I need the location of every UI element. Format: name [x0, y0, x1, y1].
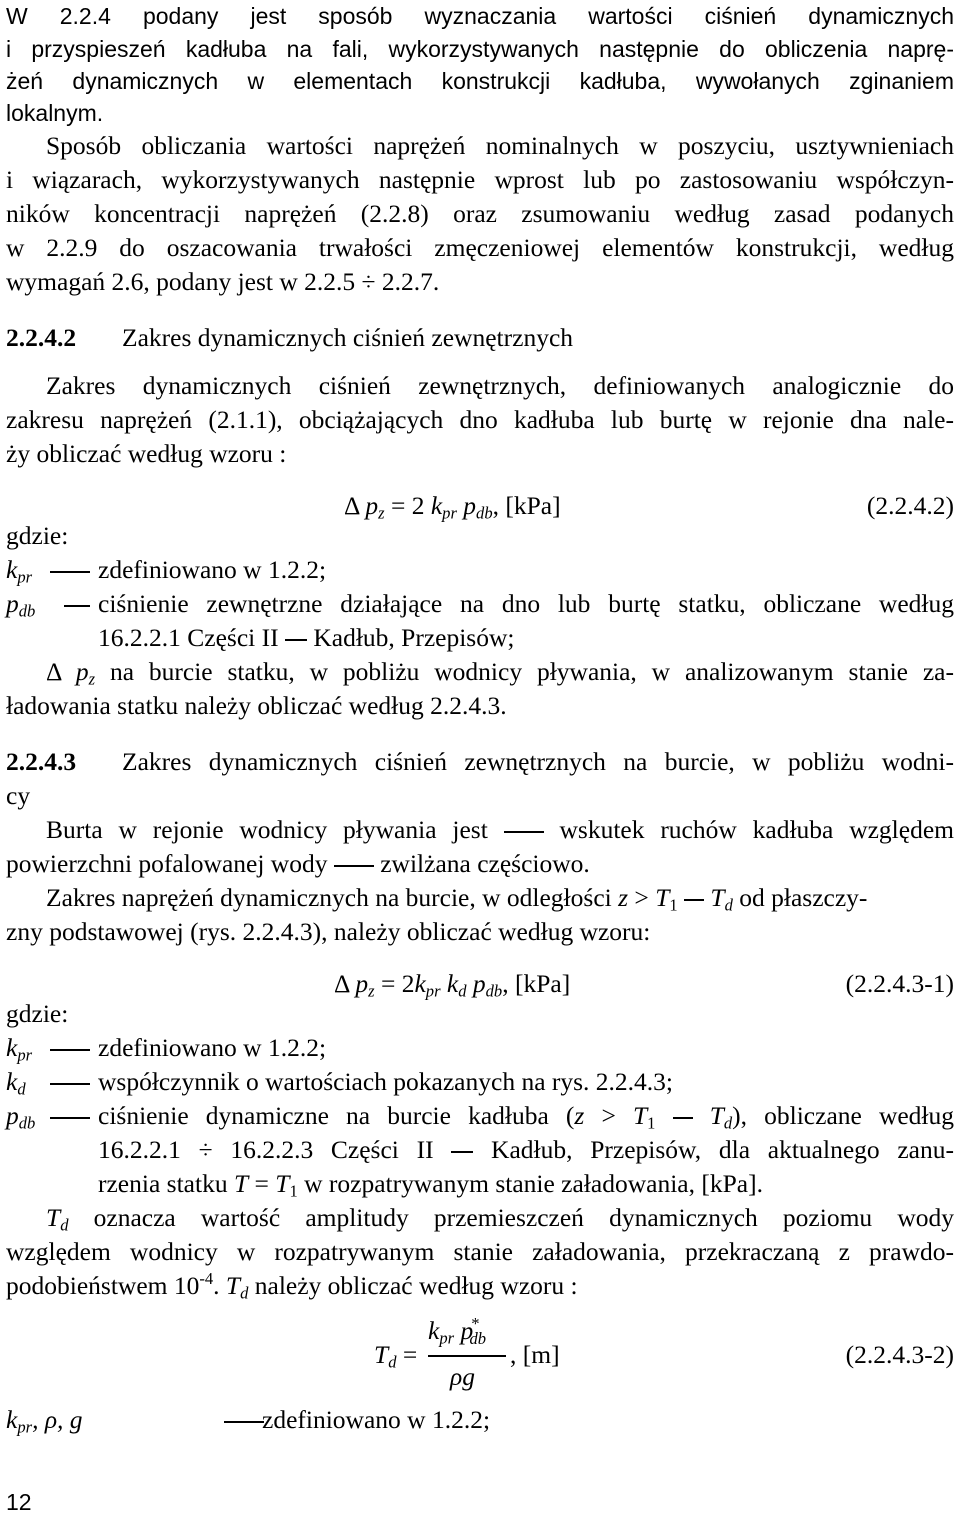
intro-line-4: lokalnym.	[6, 100, 104, 126]
definition-pdb-2-text-1: ciśnienie dynamiczne na burcie kadłuba ($z > T_1$ $T_d$), obliczane według	[98, 1101, 955, 1133]
s242-line-1: Zakres dynamicznych ciśnień zewnętrznych, definiowanych analogicznie do	[46, 371, 954, 400]
equation-body: Δ $p_z = 2$ $k_{pr}$ $p_{db}$, [kPa]	[344, 491, 561, 523]
definition-pdb-text-1: ciśnienie zewnętrzne działające na dno lub burtę statku, obliczane według	[98, 589, 954, 618]
s242-line-2: zakresu naprężeń (2.1.1), obciążających dno kadłuba lub burtę w rejonie dna nale-	[6, 405, 954, 434]
section-2243-heading: 2.2.4.3	[6, 747, 77, 776]
section-title: Zakres dynamicznych ciśnień zewnętrznych	[122, 323, 574, 352]
page-number: 12	[6, 1489, 32, 1515]
p2-line-2: i wiązarach, wykorzystywanych następnie wprost lub po zastosowaniu współczyn-	[6, 165, 954, 194]
equation-lhs: $T_d$ =	[374, 1340, 418, 1372]
gdzie-label-2: gdzie:	[6, 999, 69, 1028]
section-2243-title-1: Zakres dynamicznych ciśnień zewnętrznych na burcie, w pobliżu wodni-	[122, 747, 954, 776]
p2-line-5: wymagań 2.6, podany jest w 2.2.5 ÷ 2.2.7.	[6, 267, 440, 296]
p2-line-4: w 2.2.9 do oszacowania trwałości zmęczeniowej elementów konstrukcji, według	[6, 233, 954, 262]
definition-kpr-2: $k_{pr}$ zdefiniowano w 1.2.2;	[6, 1033, 327, 1065]
intro-line-2: i przyspieszeń kadłuba na fali, wykorzystywanych następnie do obliczenia naprę-	[6, 36, 954, 62]
equation-2242	[0, 488, 960, 524]
definition-pdb-2-text-3: rzenia statku $T = T_1$ w rozpatrywanym stanie załadowania, [kPa].	[98, 1169, 763, 1201]
fraction-denominator: ρg	[450, 1362, 475, 1391]
td-line-1: $T_d$ oznacza wartość amplitudy przemieszczeń dynamicznych poziomu wody	[46, 1203, 954, 1235]
s243-z-line-1: Zakres naprężeń dynamicznych na burcie, w odległości $z > T_1$ $T_d$ od płaszczy-	[46, 883, 868, 915]
dash	[64, 605, 90, 607]
definition-pdb-2: $p_{db}$	[6, 1100, 954, 1132]
equation-2243-1	[0, 966, 960, 1002]
equation-body: Δ $p_z = 2k_{pr}$ $k_d$ $p_{db}$, [kPa]	[334, 969, 571, 1001]
note-line-1: Δ $p_z$ na burcie statku, w pobliżu wodnicy pływania, w analizowanym stanie za-	[46, 657, 954, 689]
section-2243-title-2: cy	[6, 781, 31, 810]
section-2242-heading	[6, 322, 954, 354]
equation-unit: , [m]	[510, 1340, 560, 1369]
s243-b-line-1: Burta w rejonie wodnicy pływania jest wskutek ruchów kadłuba względem	[46, 815, 954, 844]
p2-line-3: ników koncentracji naprężeń (2.2.8) oraz zsumowaniu według zasad podanych	[6, 199, 954, 228]
gdzie-label: gdzie:	[6, 521, 69, 550]
dash	[50, 571, 90, 573]
s243-z-line-2: zny podstawowej (rys. 2.2.4.3), należy obliczać według wzoru:	[6, 917, 651, 946]
note-line-2: ładowania statku należy obliczać według 2.2.4.3.	[6, 691, 507, 720]
p2-line-1: Sposób obliczania wartości naprężeń nominalnych w poszyciu, usztywnieniach	[46, 131, 954, 160]
equation-2243-2	[0, 1310, 960, 1410]
intro-line-1: W 2.2.4 podany jest sposób wyznaczania wartości ciśnień dynamicznych	[6, 3, 954, 29]
definition-pdb-text-2: 16.2.2.1 Części II Kadłub, Przepisów;	[98, 623, 515, 652]
td-line-2: względem wodnicy w rozpatrywanym stanie załadowania, przekraczaną z prawdo-	[6, 1237, 954, 1266]
equation-label: (2.2.4.3-1)	[845, 969, 954, 998]
section-number: 2.2.4.2	[6, 323, 77, 352]
intro-line-3: żeń dynamicznych w elementach konstrukcji kadłuba, wywołanych zginaniem	[6, 68, 954, 94]
definition-kd: $k_d$ współczynnik o wartościach pokazanych na rys. 2.2.4.3;	[6, 1067, 674, 1099]
definition-pdb: $p_{db}$	[6, 588, 954, 620]
td-line-3: podobieństwem $10^{-4}$. $T_d$ należy obliczać według wzoru :	[6, 1269, 578, 1303]
fraction-numerator: $k_{pr}$ $p^*_{db}$	[428, 1314, 487, 1348]
s242-line-3: ży obliczać według wzoru :	[6, 439, 287, 468]
definition-kpr: $k_{pr}$ zdefiniowano w 1.2.2;	[6, 555, 327, 587]
equation-label: (2.2.4.3-2)	[845, 1340, 954, 1369]
s243-b-line-2: powierzchni pofalowanej wody zwilżana częściowo.	[6, 849, 590, 878]
equation-label: (2.2.4.2)	[866, 491, 954, 520]
definition-last: $k_{pr}$, ρ, g zdefiniowano w 1.2.2;	[6, 1405, 491, 1437]
fraction-bar	[428, 1355, 506, 1357]
definition-pdb-2-text-2: 16.2.2.1 ÷ 16.2.2.3 Części II Kadłub, Przepisów, dla aktualnego zanu-	[98, 1135, 954, 1164]
